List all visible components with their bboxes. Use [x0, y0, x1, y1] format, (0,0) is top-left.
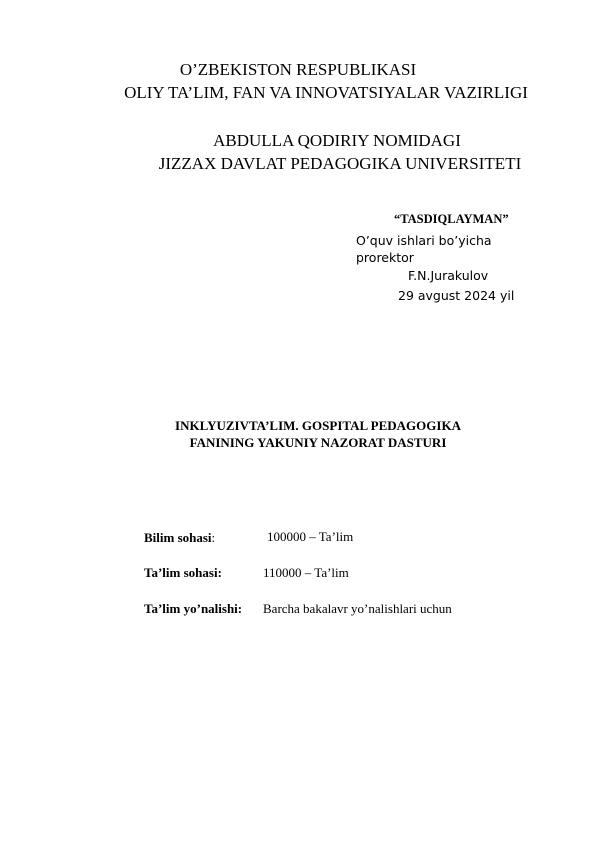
approval-date: 29 avgust 2024 yil — [398, 288, 515, 303]
university-line-2: JIZZAX DAVLAT PEDAGOGIKA UNIVERSITETI — [158, 154, 522, 173]
info-label: Ta’lim yo’nalishi: — [144, 601, 243, 616]
approver-position: O’quv ishlari bo’yicha — [356, 233, 492, 248]
info-label: Bilim sohasi — [144, 530, 212, 545]
ministry-line-2: OLIY TA’LIM, FAN VA INNOVATSIYALAR VAZIRLIGI — [124, 83, 528, 102]
info-value: Barcha bakalavr yo’nalishlari uchun — [263, 601, 452, 616]
ministry-line-1: O’ZBEKISTON RESPUBLIKASI — [179, 60, 417, 79]
document-title-line-1: INKLYUZIVTA’LIM. GOSPITAL PEDAGOGIKA — [175, 418, 461, 433]
approval-heading: “TASDIQLAYMAN” — [394, 212, 509, 226]
approver-name: F.N.Jurakulov — [408, 268, 489, 283]
university-line-1: ABDULLA QODIRIY NOMIDAGI — [213, 131, 461, 150]
info-value: 110000 – Ta’lim — [263, 565, 349, 580]
approver-position-title: prorektor — [356, 250, 414, 265]
info-label-suffix: : — [211, 530, 216, 545]
document-title-line-2: FANINING YAKUNIY NAZORAT DASTURI — [189, 435, 447, 450]
info-row-bilim-sohasi — [144, 529, 215, 547]
info-label: Ta’lim sohasi: — [144, 565, 222, 580]
info-value: 100000 – Ta’lim — [267, 529, 354, 544]
